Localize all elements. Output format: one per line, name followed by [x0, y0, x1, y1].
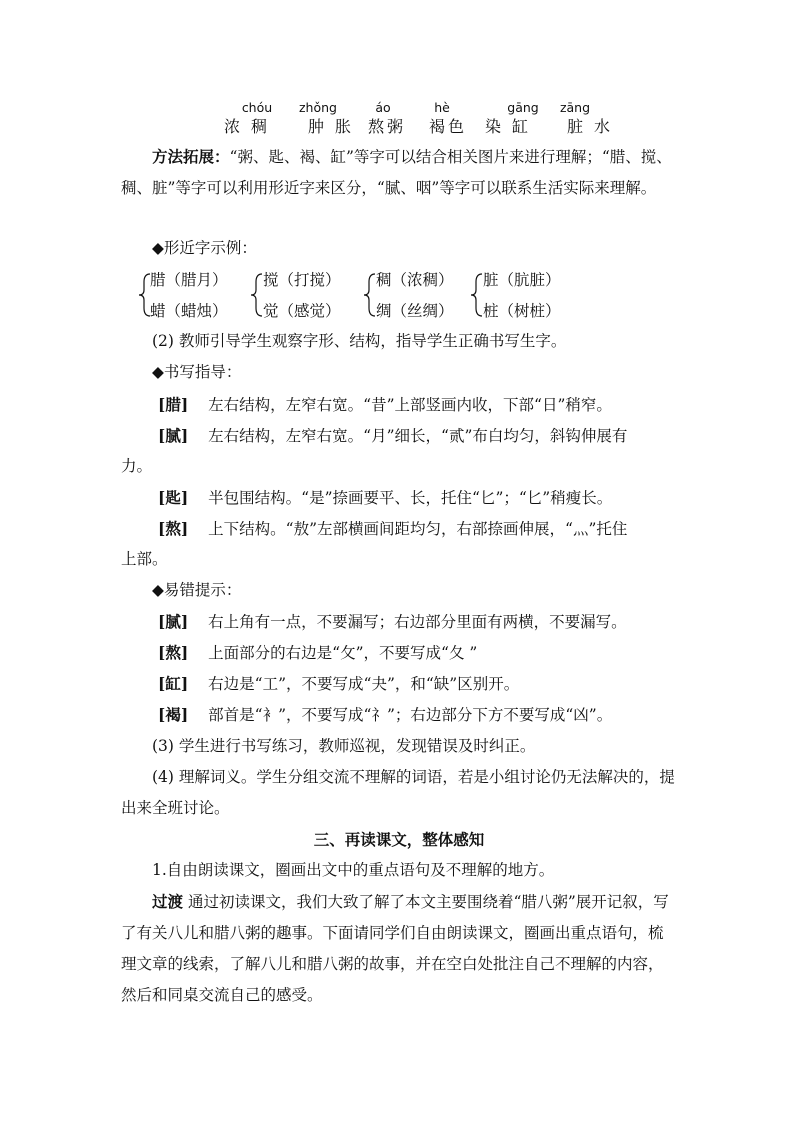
transition-text: 通过初读课文，我们大致了解了本文主要围绕着“腊八粥”展开记叙，写了有关八儿和腊八粥的趣事。下面请同学们自由朗读课文，圈画出重点语句，梳理文章的线索，了解八儿和腊八粥的故事，并在空白处批注自己不理解的内容，然后和同桌交流自己的感受。 [121, 893, 669, 1004]
method-paragraph [121, 141, 677, 204]
error-text: 右上角有一点，不要漏写；右边部分里面有两横，不要漏写。 [208, 613, 627, 631]
pinyin-5: gāng [507, 100, 539, 115]
error-item-3 [121, 668, 677, 700]
pinyin-3: áo [375, 100, 391, 115]
pinyin-2: zhǒng [299, 100, 337, 115]
char-tag: [熬] [158, 643, 189, 662]
item-1: 1.自由朗读课文，圈画出文中的重点语句及不理解的地方。 [152, 861, 555, 879]
char-tag: [褐] [158, 705, 189, 724]
brace-icon [363, 272, 377, 318]
brace-icon [250, 272, 264, 318]
similar-bottom-4: 桩（树桩） [483, 302, 561, 320]
similar-bottom-3: 绸（丝绸） [376, 302, 454, 320]
step-4: (4) 理解词义。学生分组交流不理解的词语，若是小组讨论仍无法解决的，提出来全班讨论。 [121, 768, 675, 817]
writing-item-2-cont: 力。 [121, 457, 153, 475]
char-tag: [腊] [158, 395, 189, 414]
pinyin-1: chóu [241, 100, 273, 115]
similar-top-1: 腊（腊月） [150, 271, 228, 289]
method-label: 方法拓展： [152, 147, 230, 166]
writing-heading: ◆书写指导： [152, 363, 242, 381]
writing-item-3 [121, 482, 677, 514]
error-heading: ◆易错提示： [152, 581, 242, 599]
writing-text: 上下结构。“敖”左部横画间距均匀，右部捺画伸展，“灬”托住 [208, 520, 628, 538]
similar-top-3: 稠（浓稠） [376, 271, 454, 289]
brace-icon [470, 272, 484, 318]
similar-top-2: 搅（打搅） [263, 271, 341, 289]
char-tag: [腻] [158, 426, 189, 445]
writing-text: 左右结构，左窄右宽。“月”细长，“贰”布白均匀，斜钩伸展有 [208, 427, 628, 445]
pinyin-word-2: 肿 胀 [307, 117, 355, 136]
pinyin-6: zāng [559, 100, 591, 115]
error-item-4 [121, 699, 677, 731]
step-2: (2) 教师引导学生观察字形、结构，指导学生正确书写生字。 [152, 332, 567, 350]
pinyin-word-6: 脏 水 [566, 117, 614, 136]
error-item-1 [121, 606, 677, 638]
similar-bottom-2: 觉（感觉） [263, 302, 341, 320]
transition-paragraph [121, 886, 677, 1011]
section-3-title: 三、再读课文，整体感知 [313, 830, 485, 849]
similar-top-4: 脏（肮脏） [483, 271, 561, 289]
char-tag: [熬] [158, 519, 189, 538]
char-tag: [缸] [158, 674, 189, 693]
pinyin-word-4: 褐色 [428, 117, 467, 136]
error-text: 部首是“衤”，不要写成“礻”；右边部分下方不要写成“凶”。 [208, 706, 613, 724]
writing-item-4-cont: 上部。 [121, 550, 168, 568]
transition-label: 过渡 [152, 892, 184, 911]
char-tag: [匙] [158, 488, 189, 507]
similar-bottom-1: 蜡（蜡烛） [150, 302, 228, 320]
method-text: “粥、匙、褐、缸”等字可以结合相关图片来进行理解；“腊、搅、稠、脏”等字可以利用形近字来区分，“腻、咽”等字可以联系生活实际来理解。 [121, 148, 672, 197]
char-tag: [腻] [158, 612, 189, 631]
pinyin-word-5: 染 缸 [484, 117, 532, 136]
writing-item-1 [121, 389, 677, 421]
writing-text: 左右结构，左窄右宽。“昔”上部竖画内收，下部“日”稍窄。 [208, 396, 612, 414]
error-text: 上面部分的右边是“攵”，不要写成“夂 ” [208, 644, 478, 662]
pinyin-4: hè [434, 100, 450, 115]
pinyin-word-1: 浓 稠 [223, 117, 271, 136]
similar-heading: ◆形近字示例： [152, 239, 257, 257]
step-3: (3) 学生进行书写练习，教师巡视，发现错误及时纠正。 [152, 737, 536, 755]
writing-item-2 [121, 420, 677, 452]
error-item-2 [121, 637, 677, 669]
pinyin-word-3: 熬粥 [367, 117, 406, 136]
writing-item-4 [121, 513, 677, 545]
writing-text: 半包围结构。“是”捺画要平、长，托住“匕”；“匕”稍瘦长。 [208, 489, 613, 507]
error-text: 右边是“工”，不要写成“夬”，和“缺”区别开。 [208, 675, 520, 693]
